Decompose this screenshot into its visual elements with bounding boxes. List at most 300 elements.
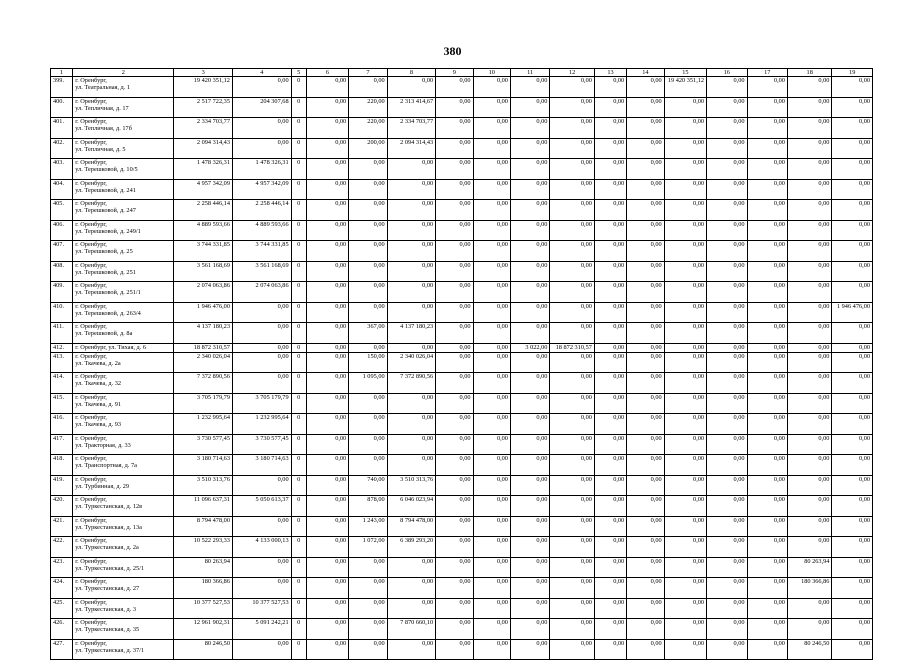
value-cell-col-10: 0,00 [473,138,510,159]
address-line: ул. Тепличная, д. 17 [75,104,129,112]
address-line: г. Оренбург, [75,639,107,647]
value-cell-col-13: 0,00 [594,302,626,323]
value-cell-col-15: 0,00 [664,434,706,455]
value-cell-col-15: 0,00 [664,97,706,118]
value-cell-col-3: 2 074 063,86 [174,282,233,303]
table-row [51,434,873,455]
value-cell-col-17: 0,00 [747,323,787,344]
row-number: 407. [51,241,73,262]
table-row [51,557,873,578]
value-cell-col-14: 0,00 [627,302,664,323]
address-cell [73,639,174,660]
value-cell-col-15: 0,00 [664,639,706,660]
value-cell-col-18: 0,00 [787,179,831,200]
value-cell-col-13: 0,00 [594,159,626,180]
value-cell-col-7: 220,00 [349,97,387,118]
value-cell-col-9: 0,00 [436,261,473,282]
table-row [51,352,873,373]
value-cell-col-9: 0,00 [436,138,473,159]
value-cell-col-17: 0,00 [747,639,787,660]
row-number: 412. [51,343,73,352]
value-cell-col-10: 0,00 [473,323,510,344]
address-cell [73,598,174,619]
value-cell-col-4: 0,00 [232,118,291,139]
value-cell-col-10: 0,00 [473,261,510,282]
value-cell-col-14: 0,00 [627,496,664,517]
column-header-9: 9 [436,69,473,77]
row-number: 421. [51,516,73,537]
value-cell-col-14: 0,00 [627,179,664,200]
value-cell-col-17: 0,00 [747,159,787,180]
value-cell-col-9: 0,00 [436,537,473,558]
value-cell-col-7: 1 243,00 [349,516,387,537]
value-cell-col-17: 0,00 [747,179,787,200]
value-cell-col-8: 0,00 [387,343,436,352]
value-cell-col-7: 367,00 [349,323,387,344]
value-cell-col-12: 0,00 [550,241,594,262]
value-cell-col-7: 0,00 [349,343,387,352]
table-row [51,159,873,180]
value-cell-col-7: 0,00 [349,393,387,414]
table-row [51,516,873,537]
value-cell-col-19: 0,00 [832,261,873,282]
value-cell-col-4: 5 091 242,21 [232,619,291,640]
value-cell-col-18: 0,00 [787,220,831,241]
value-cell-col-17: 0,00 [747,537,787,558]
column-header-5: 5 [291,69,306,77]
value-cell-col-11: 0,00 [510,159,549,180]
value-cell-col-5: 0 [291,261,306,282]
value-cell-col-15: 0,00 [664,578,706,599]
value-cell-col-16: 0,00 [707,200,747,221]
value-cell-col-13: 0,00 [594,97,626,118]
value-cell-col-16: 0,00 [707,373,747,394]
value-cell-col-9: 0,00 [436,578,473,599]
value-cell-col-14: 0,00 [627,393,664,414]
value-cell-col-4: 2 258 446,14 [232,200,291,221]
address-line: г. Оренбург, [75,97,107,105]
table-row [51,220,873,241]
value-cell-col-5: 0 [291,241,306,262]
value-cell-col-16: 0,00 [707,323,747,344]
value-cell-col-16: 0,00 [707,393,747,414]
value-cell-col-11: 0,00 [510,282,549,303]
value-cell-col-19: 0,00 [832,496,873,517]
value-cell-col-4: 0,00 [232,138,291,159]
value-cell-col-5: 0 [291,557,306,578]
value-cell-col-9: 0,00 [436,220,473,241]
value-cell-col-4: 0,00 [232,578,291,599]
value-cell-col-13: 0,00 [594,578,626,599]
value-cell-col-9: 0,00 [436,200,473,221]
value-cell-col-5: 0 [291,639,306,660]
value-cell-col-5: 0 [291,578,306,599]
row-number: 401. [51,118,73,139]
value-cell-col-8: 0,00 [387,261,436,282]
value-cell-col-12: 0,00 [550,220,594,241]
value-cell-col-5: 0 [291,118,306,139]
address-line: г. Оренбург, [75,373,107,380]
table-row [51,77,873,98]
value-cell-col-13: 0,00 [594,557,626,578]
table-row [51,598,873,619]
value-cell-col-11: 0,00 [510,352,549,373]
value-cell-col-10: 0,00 [473,200,510,221]
value-cell-col-8: 0,00 [387,414,436,435]
value-cell-col-14: 0,00 [627,200,664,221]
address-cell [73,118,174,139]
value-cell-col-4: 0,00 [232,323,291,344]
value-cell-col-4: 0,00 [232,373,291,394]
value-cell-col-14: 0,00 [627,619,664,640]
row-number: 403. [51,159,73,180]
value-cell-col-3: 2 094 314,43 [174,138,233,159]
value-cell-col-13: 0,00 [594,323,626,344]
address-cell [73,475,174,496]
value-cell-col-3: 4 889 593,66 [174,220,233,241]
address-line: ул. Турбинная, д. 29 [75,482,130,490]
value-cell-col-16: 0,00 [707,414,747,435]
value-cell-col-7: 0,00 [349,434,387,455]
value-cell-col-5: 0 [291,179,306,200]
column-header-15: 15 [664,69,706,77]
value-cell-col-7: 0,00 [349,578,387,599]
value-cell-col-9: 0,00 [436,302,473,323]
value-cell-col-10: 0,00 [473,475,510,496]
address-cell [73,97,174,118]
value-cell-col-3: 80 263,94 [174,557,233,578]
value-cell-col-6: 0,00 [306,118,348,139]
value-cell-col-17: 0,00 [747,302,787,323]
value-cell-col-18: 0,00 [787,159,831,180]
value-cell-col-13: 0,00 [594,261,626,282]
value-cell-col-7: 0,00 [349,159,387,180]
address-cell [73,220,174,241]
value-cell-col-17: 0,00 [747,282,787,303]
value-cell-col-13: 0,00 [594,118,626,139]
value-cell-col-16: 0,00 [707,537,747,558]
value-cell-col-9: 0,00 [436,241,473,262]
value-cell-col-11: 0,00 [510,200,549,221]
value-cell-col-12: 0,00 [550,557,594,578]
value-cell-col-14: 0,00 [627,537,664,558]
value-cell-col-3: 1 478 326,31 [174,159,233,180]
value-cell-col-15: 0,00 [664,619,706,640]
address-line: ул. Туркестанская, д. 12в [75,503,143,511]
value-cell-col-9: 0,00 [436,77,473,98]
address-line: г. Оренбург, [75,393,107,401]
value-cell-col-14: 0,00 [627,455,664,476]
value-cell-col-5: 0 [291,220,306,241]
value-cell-col-15: 0,00 [664,455,706,476]
value-cell-col-13: 0,00 [594,241,626,262]
value-cell-col-18: 0,00 [787,282,831,303]
value-cell-col-4: 3 730 577,45 [232,434,291,455]
column-header-3: 3 [174,69,233,77]
address-line: г. Оренбург, [75,118,107,125]
value-cell-col-8: 4 137 180,23 [387,323,436,344]
value-cell-col-14: 0,00 [627,434,664,455]
address-cell [73,200,174,221]
value-cell-col-19: 0,00 [832,414,873,435]
value-cell-col-11: 0,00 [510,97,549,118]
value-cell-col-18: 0,00 [787,537,831,558]
value-cell-col-10: 0,00 [473,598,510,619]
address-cell [73,373,174,394]
value-cell-col-5: 0 [291,393,306,414]
value-cell-col-11: 0,00 [510,619,549,640]
value-cell-col-4: 0,00 [232,516,291,537]
address-line: г. Оренбург, [75,200,107,207]
value-cell-col-5: 0 [291,537,306,558]
address-cell [73,282,174,303]
row-number: 410. [51,302,73,323]
value-cell-col-15: 0,00 [664,282,706,303]
value-cell-col-4: 4 133 000,13 [232,537,291,558]
value-cell-col-8: 0,00 [387,77,436,98]
value-cell-col-6: 0,00 [306,352,348,373]
value-cell-col-5: 0 [291,159,306,180]
value-cell-col-12: 0,00 [550,598,594,619]
value-cell-col-10: 0,00 [473,578,510,599]
value-cell-col-12: 0,00 [550,434,594,455]
value-cell-col-7: 0,00 [349,261,387,282]
value-cell-col-5: 0 [291,414,306,435]
column-header-4: 4 [232,69,291,77]
address-cell [73,261,174,282]
value-cell-col-17: 0,00 [747,118,787,139]
column-header-8: 8 [387,69,436,77]
value-cell-col-6: 0,00 [306,200,348,221]
header-row [51,69,873,77]
value-cell-col-8: 0,00 [387,179,436,200]
value-cell-col-5: 0 [291,343,306,352]
value-cell-col-14: 0,00 [627,118,664,139]
value-cell-col-3: 1 232 995,64 [174,414,233,435]
address-line: ул. Терешковой, д. 10/5 [75,166,138,174]
value-cell-col-12: 0,00 [550,455,594,476]
value-cell-col-18: 0,00 [787,516,831,537]
value-cell-col-13: 0,00 [594,138,626,159]
address-line: ул. Тракторная, д. 33 [75,441,131,449]
value-cell-col-15: 0,00 [664,220,706,241]
value-cell-col-6: 0,00 [306,261,348,282]
address-line: г. Оренбург, [75,619,107,626]
value-cell-col-6: 0,00 [306,557,348,578]
column-header-14: 14 [627,69,664,77]
value-cell-col-5: 0 [291,352,306,373]
value-cell-col-7: 0,00 [349,77,387,98]
value-cell-col-4: 1 232 995,64 [232,414,291,435]
value-cell-col-10: 0,00 [473,220,510,241]
value-cell-col-3: 12 961 902,31 [174,619,233,640]
value-cell-col-4: 4 957 342,09 [232,179,291,200]
address-cell [73,578,174,599]
value-cell-col-12: 0,00 [550,516,594,537]
row-number: 404. [51,179,73,200]
value-cell-col-3: 19 420 351,12 [174,77,233,98]
value-cell-col-14: 0,00 [627,578,664,599]
value-cell-col-16: 0,00 [707,619,747,640]
value-cell-col-9: 0,00 [436,373,473,394]
value-cell-col-16: 0,00 [707,159,747,180]
value-cell-col-5: 0 [291,619,306,640]
value-cell-col-9: 0,00 [436,159,473,180]
address-line: ул. Туркестанская, д. 13а [75,523,142,531]
value-cell-col-10: 0,00 [473,97,510,118]
value-cell-col-17: 0,00 [747,138,787,159]
address-cell [73,77,174,98]
value-cell-col-7: 0,00 [349,414,387,435]
value-cell-col-19: 0,00 [832,118,873,139]
value-cell-col-15: 0,00 [664,516,706,537]
value-cell-col-11: 0,00 [510,241,549,262]
value-cell-col-13: 0,00 [594,434,626,455]
value-cell-col-8: 3 510 313,76 [387,475,436,496]
value-cell-col-12: 0,00 [550,97,594,118]
address-line: ул. Ткачева, д. 91 [75,400,122,408]
address-line: г. Оренбург, [75,516,107,524]
value-cell-col-6: 0,00 [306,97,348,118]
value-cell-col-3: 4 957 342,09 [174,179,233,200]
address-line: г. Оренбург, [75,578,107,585]
row-number: 405. [51,200,73,221]
value-cell-col-11: 0,00 [510,475,549,496]
value-cell-col-10: 0,00 [473,352,510,373]
value-cell-col-18: 0,00 [787,97,831,118]
value-cell-col-15: 0,00 [664,414,706,435]
value-cell-col-15: 0,00 [664,241,706,262]
value-cell-col-17: 0,00 [747,619,787,640]
table-row [51,241,873,262]
value-cell-col-3: 80 246,50 [174,639,233,660]
value-cell-col-6: 0,00 [306,220,348,241]
value-cell-col-7: 220,00 [349,118,387,139]
value-cell-col-13: 0,00 [594,455,626,476]
table-row [51,578,873,599]
value-cell-col-6: 0,00 [306,302,348,323]
table-row [51,261,873,282]
address-line: ул. Туркестанская, д. 35 [75,626,140,634]
value-cell-col-10: 0,00 [473,496,510,517]
row-number: 426. [51,619,73,640]
value-cell-col-19: 0,00 [832,557,873,578]
row-number: 422. [51,537,73,558]
address-cell [73,241,174,262]
value-cell-col-16: 0,00 [707,220,747,241]
value-cell-col-3: 3 705 179,79 [174,393,233,414]
value-cell-col-19: 0,00 [832,537,873,558]
value-cell-col-16: 0,00 [707,557,747,578]
page-number: 380 [443,44,462,58]
value-cell-col-19: 0,00 [832,434,873,455]
value-cell-col-6: 0,00 [306,343,348,352]
column-header-6: 6 [306,69,348,77]
row-number: 419. [51,475,73,496]
column-header-18: 18 [787,69,831,77]
address-line: ул. Терешковой, д. 251/1 [75,289,141,297]
value-cell-col-14: 0,00 [627,352,664,373]
value-cell-col-16: 0,00 [707,496,747,517]
value-cell-col-13: 0,00 [594,516,626,537]
value-cell-col-4: 204 307,68 [232,97,291,118]
value-cell-col-4: 0,00 [232,352,291,373]
address-cell [73,496,174,517]
address-cell [73,455,174,476]
value-cell-col-5: 0 [291,496,306,517]
value-cell-col-12: 0,00 [550,578,594,599]
value-cell-col-10: 0,00 [473,282,510,303]
value-cell-col-10: 0,00 [473,241,510,262]
value-cell-col-9: 0,00 [436,455,473,476]
value-cell-col-19: 0,00 [832,393,873,414]
value-cell-col-18: 0,00 [787,373,831,394]
value-cell-col-10: 0,00 [473,639,510,660]
column-header-7: 7 [349,69,387,77]
value-cell-col-19: 0,00 [832,373,873,394]
value-cell-col-19: 0,00 [832,352,873,373]
value-cell-col-19: 0,00 [832,475,873,496]
value-cell-col-19: 0,00 [832,138,873,159]
column-header-19: 19 [832,69,873,77]
value-cell-col-5: 0 [291,516,306,537]
table-row [51,302,873,323]
value-cell-col-9: 0,00 [436,496,473,517]
value-cell-col-16: 0,00 [707,261,747,282]
value-cell-col-8: 7 870 660,10 [387,619,436,640]
value-cell-col-8: 0,00 [387,200,436,221]
value-cell-col-18: 180 366,86 [787,578,831,599]
value-cell-col-7: 0,00 [349,241,387,262]
value-cell-col-15: 0,00 [664,302,706,323]
row-number: 424. [51,578,73,599]
value-cell-col-5: 0 [291,373,306,394]
address-line: г. Оренбург, [75,475,107,483]
value-cell-col-9: 0,00 [436,282,473,303]
value-cell-col-9: 0,00 [436,516,473,537]
value-cell-col-4: 0,00 [232,302,291,323]
value-cell-col-13: 0,00 [594,200,626,221]
value-cell-col-7: 200,00 [349,138,387,159]
value-cell-col-3: 2 258 446,14 [174,200,233,221]
value-cell-col-12: 0,00 [550,77,594,98]
value-cell-col-3: 3 730 577,45 [174,434,233,455]
value-cell-col-6: 0,00 [306,455,348,476]
value-cell-col-12: 18 872 310,57 [550,343,594,352]
table-row [51,373,873,394]
address-line: г. Оренбург, ул. Тихая, д. 6 [75,343,147,351]
value-cell-col-3: 3 180 714,63 [174,455,233,476]
value-cell-col-18: 0,00 [787,598,831,619]
value-cell-col-9: 0,00 [436,639,473,660]
value-cell-col-12: 0,00 [550,393,594,414]
address-line: ул. Тепличная, д. 5 [75,145,126,153]
value-cell-col-8: 0,00 [387,434,436,455]
value-cell-col-12: 0,00 [550,179,594,200]
address-cell [73,414,174,435]
value-cell-col-9: 0,00 [436,434,473,455]
value-cell-col-18: 0,00 [787,200,831,221]
value-cell-col-12: 0,00 [550,159,594,180]
value-cell-col-6: 0,00 [306,434,348,455]
value-cell-col-8: 2 340 026,04 [387,352,436,373]
address-line: ул. Терешковой, д. 249/1 [75,227,141,235]
value-cell-col-15: 0,00 [664,261,706,282]
value-cell-col-14: 0,00 [627,323,664,344]
value-cell-col-6: 0,00 [306,578,348,599]
address-cell [73,537,174,558]
value-cell-col-11: 0,00 [510,179,549,200]
